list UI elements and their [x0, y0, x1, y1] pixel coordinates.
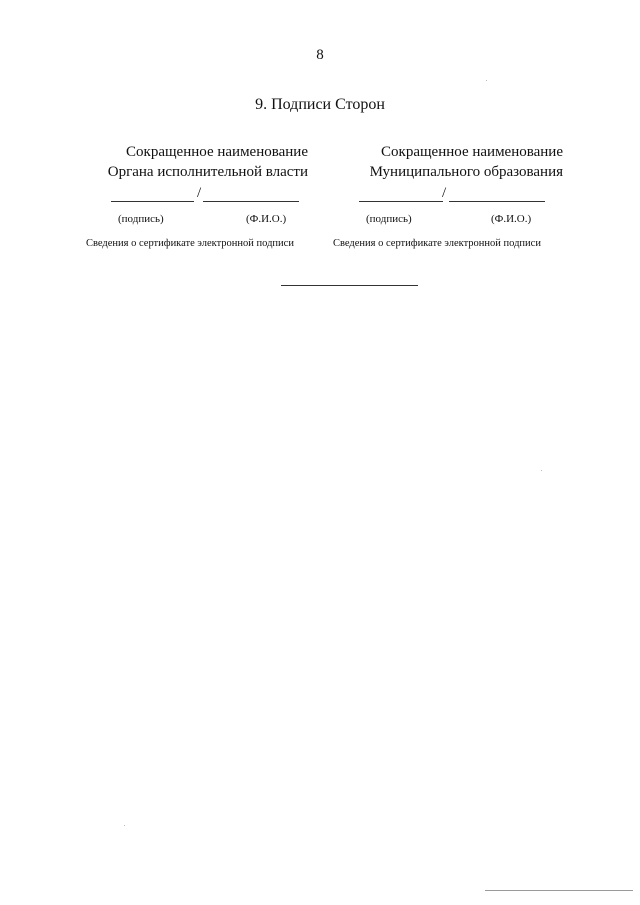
footer-rule [485, 890, 633, 891]
scan-speck [124, 825, 125, 826]
section-title: 9. Подписи Сторон [255, 96, 385, 113]
party-left-name-line1: Сокращенное наименование [126, 144, 308, 160]
party-left-name [40, 142, 308, 182]
party-right-certificate-info: Сведения о сертификате электронной подписи [333, 238, 541, 249]
party-left-name-line2: Органа исполнительной власти [107, 164, 308, 180]
party-right-signature-line [359, 201, 443, 202]
party-right-name-line2: Муниципального образования [369, 164, 563, 180]
party-left-fio-line [203, 201, 299, 202]
party-right-signature-label: (подпись) [366, 213, 412, 225]
party-right-fio-line [449, 201, 545, 202]
party-right-name [330, 142, 563, 182]
party-left-fio-label: (Ф.И.О.) [246, 213, 287, 225]
party-left-signature-label: (подпись) [118, 213, 164, 225]
party-left-certificate-info: Сведения о сертификате электронной подписи [86, 238, 294, 249]
party-right-name-line1: Сокращенное наименование [381, 144, 563, 160]
party-left-signature-line [111, 201, 194, 202]
party-left-slash: / [197, 185, 202, 201]
scan-speck [541, 470, 542, 471]
closing-rule [281, 285, 418, 286]
scan-speck [486, 80, 487, 81]
party-right-fio-label: (Ф.И.О.) [491, 213, 532, 225]
page-number: 8 [316, 47, 324, 63]
party-right-slash: / [442, 185, 447, 201]
